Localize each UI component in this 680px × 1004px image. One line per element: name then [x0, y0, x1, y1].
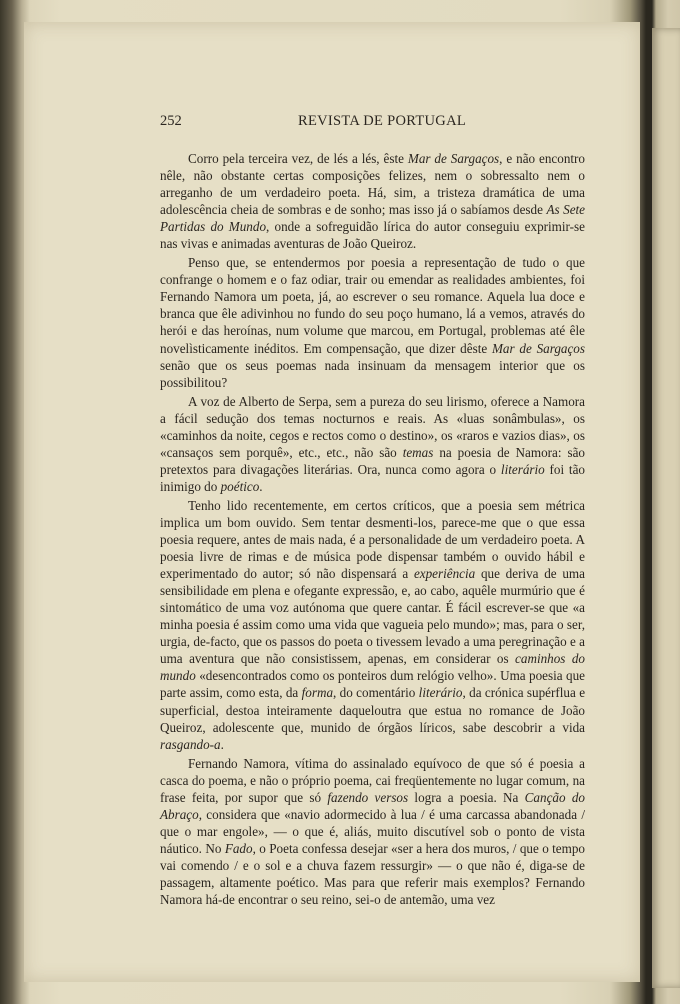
text-run: .	[220, 736, 224, 752]
paragraph	[160, 150, 585, 252]
italic-text: poético	[220, 478, 260, 494]
text-run: logra a poesia. Na	[408, 789, 525, 805]
italic-text: caminhos do mundo	[160, 651, 586, 684]
article-body	[160, 150, 585, 908]
italic-text: As Sete Partidas do Mundo	[160, 202, 586, 235]
italic-text: forma	[301, 685, 334, 701]
italic-text: literário	[500, 461, 545, 477]
paragraph	[160, 497, 585, 753]
paragraph	[160, 393, 585, 495]
italic-text: Fado	[224, 840, 253, 856]
text-run: que deriva de uma sensibilidade em plena e ofegante expressão, e, ao cabo, aquêle murmúrio que é sintomático de uma voz autónoma que quere cantar. É fácil escrever-se que «a minha poesia é assim como uma vida que vagueia pelo mundo»; mas, para o ser, urgia, de-facto, que os passos do poeta o tivessem levado a uma peregrinação e a uma aventura que não consistissem, apenas, em considerar os	[160, 566, 585, 667]
facing-page-edge	[652, 28, 680, 988]
italic-text: literário	[418, 685, 463, 701]
page-number: 252	[160, 113, 182, 129]
text-run: na poesia de Namora: são pretextos para divagações literárias. Ora, nunca como agora o	[160, 444, 585, 477]
text-run: «desencontrados como os ponteiros dum relógio velho». Uma poesia que parte assim, como esta, da	[160, 668, 585, 701]
italic-text: Mar de Sargaços	[407, 151, 500, 166]
italic-text: Mar de Sargaços	[491, 340, 585, 356]
italic-text: rasgando-a	[160, 736, 221, 752]
text-run: A voz de Alberto de Serpa, sem a pureza do seu lirismo, oferece a Namora a fácil sedução dos temas nocturnos e reais. As «luas sonâmbulas», os «caminhos da noite, cegos e rectos como o destino», os «raros e vazios dias», os «cansaços sem porquê», etc., etc., não são	[160, 393, 585, 460]
paragraph	[160, 254, 585, 390]
text-run: , e não encontro nêle, não obstante certas composições felizes, nem o sobressalto nem o arreganho de um verdadeiro poeta. Há, sim, a tristeza dramática de uma adolescência cheia de sombras e de sonho; mas isso já o sabíamos desde	[160, 151, 585, 218]
text-run: , onde a sofreguidão lírica do autor conseguiu exprimir-se nas vivas e animadas aventuras de João Queiroz.	[160, 219, 585, 252]
text-run: foi tão inimigo do	[160, 461, 585, 494]
text-run: , considera que «navio adormecido à lua / é uma carcassa abandonada / que o mar engole», — o que é, aliás, muito discutível sob o ponto de vista náutico. No	[160, 806, 585, 856]
text-run: Penso que, se entendermos por poesia a representação de tudo o que confrange o homem e o faz odiar, trair ou emendar as realidades ambientes, foi Fernando Namora um poeta, já, ao escrever o seu romance. Aquela lua doce e branca que êle adivinhou no fundo do seu poço humano, lá a vemos, através do herói e das heroínas, num volume que marcou, em Portugal, problemas até êle novelìsticamente inéditos. Em compensação, que dizer dêste	[160, 255, 585, 356]
text-run: .	[259, 478, 263, 494]
text-run: Corro pela terceira vez, de lés a lés, êste	[188, 151, 408, 166]
text-run: , da crónica supérflua e superficial, destoa inteiramente daqueloutra que estua no romance de João Queiroz, adolescente que, munido de órgãos líricos, sabe descobrir a vida	[160, 685, 586, 735]
text-run: Tenho lido recentemente, em certos críticos, que a poesia sem métrica implica um bom ouvido. Sem tentar desmenti-los, parece-me que o que essa poesia requere, antes de mais nada, é a personalidade de um verdadeiro poeta. A poesia livre de rimas e de música pode dispensar também o ouvido hábil e experimentado do autor; só não dispensará a	[160, 497, 585, 582]
paragraph	[160, 755, 585, 908]
italic-text: fazendo versos	[327, 789, 409, 805]
text-run: , o Poeta confessa desejar «ser a hera dos muros, / que o tempo vai comendo / e o sol e a chuva fazem ressurgir» — o que não é, diga-se de passagem, altamente poético. Mas para que referir mais exemplos? Fernando Namora há-de encontrar o seu reino, sei-o de antemão, uma vez	[160, 840, 586, 908]
text-run: Fernando Namora, vítima do assinalado equívoco de que só é poesia a casca do poema, e não o próprio poema, cai freqüentemente no lugar comum, na frase feita, por supor que só	[160, 755, 585, 805]
italic-text: experiência	[413, 566, 476, 582]
italic-text: temas	[402, 444, 434, 460]
text-run: , do comentário	[333, 685, 419, 701]
running-title: REVISTA DE PORTUGAL	[298, 113, 467, 129]
italic-text: Canção do Abraço	[160, 789, 585, 822]
text-run: senão que os seus poemas nada insinuam da mensagem interior que os possibilitou?	[160, 357, 585, 390]
